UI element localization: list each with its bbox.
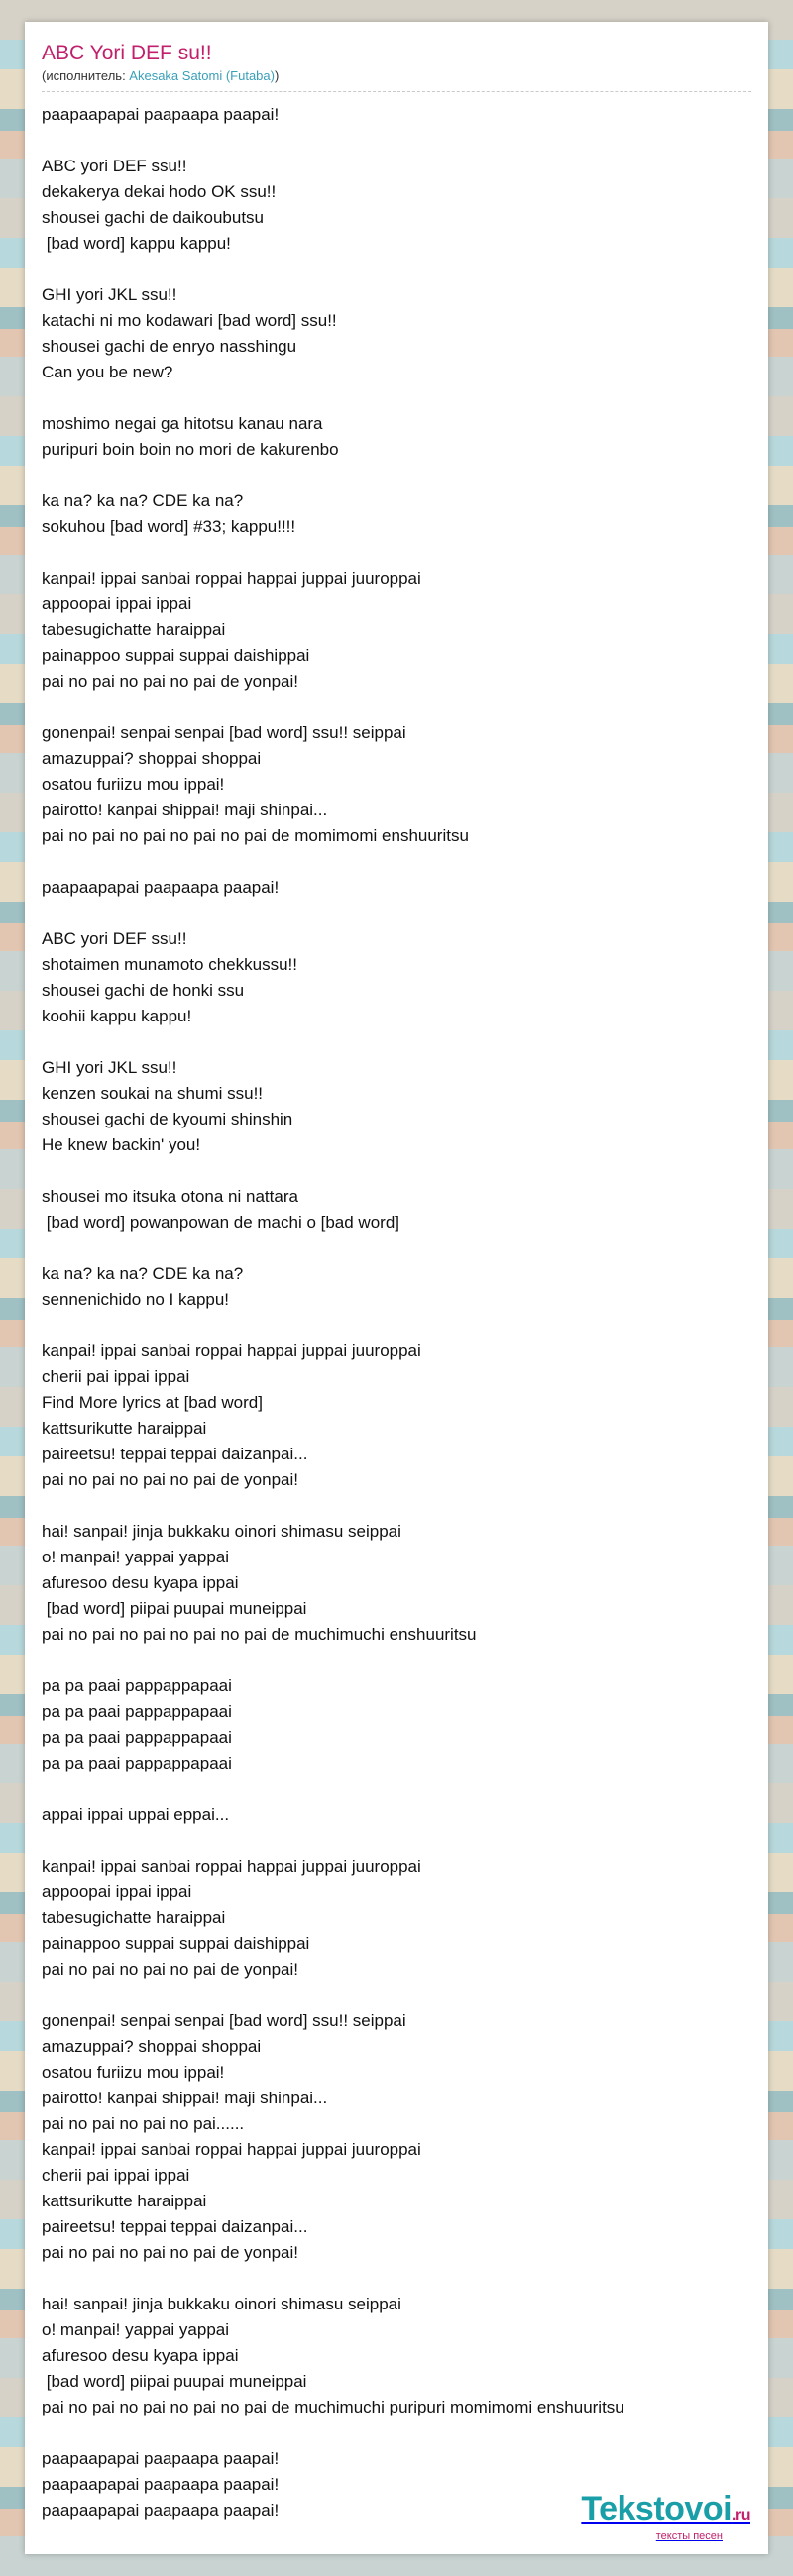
lyric-line: ABC yori DEF ssu!! bbox=[42, 157, 187, 175]
lyric-line: o! manpai! yappai yappai bbox=[42, 1548, 230, 1566]
lyric-line: kanpai! ippai sanbai roppai happai juppai juuroppai bbox=[42, 2140, 421, 2159]
lyric-line: koohii kappu kappu! bbox=[42, 1007, 192, 1025]
lyric-line: gonenpai! senpai senpai [bad word] ssu!! seippai bbox=[42, 723, 406, 742]
lyrics-card bbox=[25, 22, 768, 2554]
lyrics-stanza bbox=[42, 1802, 751, 1828]
lyric-line: shotaimen munamoto chekkussu!! bbox=[42, 955, 297, 974]
lyrics-stanza bbox=[42, 1055, 751, 1158]
lyric-line: o! manpai! yappai yappai bbox=[42, 2320, 230, 2339]
lyric-line: paapaapapai paapaapa paapai! bbox=[42, 2449, 280, 2468]
lyrics-stanza bbox=[42, 102, 751, 128]
lyric-line: appoopai ippai ippai bbox=[42, 1882, 192, 1901]
lyric-line: kanpai! ippai sanbai roppai happai juppai juuroppai bbox=[42, 1342, 421, 1360]
artist-suffix: ) bbox=[274, 68, 280, 83]
lyric-line: kattsurikutte haraippai bbox=[42, 2192, 207, 2210]
lyric-line: GHI yori JKL ssu!! bbox=[42, 285, 177, 304]
lyric-line: puripuri boin boin no mori de kakurenbo bbox=[42, 440, 339, 459]
lyrics-stanza bbox=[42, 488, 751, 540]
lyric-line: katachi ni mo kodawari [bad word] ssu!! bbox=[42, 311, 337, 330]
logo-main-text: Tekstovoi bbox=[581, 2490, 733, 2527]
lyric-line: appoopai ippai ippai bbox=[42, 594, 192, 613]
song-title: ABC Yori DEF su!! bbox=[42, 42, 212, 64]
lyric-line: tabesugichatte haraippai bbox=[42, 1908, 226, 1927]
lyric-line: GHI yori JKL ssu!! bbox=[42, 1058, 177, 1077]
lyric-line: pai no pai no pai no pai de yonpai! bbox=[42, 2243, 298, 2262]
lyric-line: kattsurikutte haraippai bbox=[42, 1419, 207, 1438]
lyric-line: pa pa paai pappappapaai bbox=[42, 1754, 232, 1772]
lyric-line: osatou furiizu mou ippai! bbox=[42, 775, 225, 794]
lyric-line: appai ippai uppai eppai... bbox=[42, 1805, 230, 1824]
lyrics-stanza bbox=[42, 1261, 751, 1313]
artist-line bbox=[42, 67, 751, 92]
lyric-line: pai no pai no pai no pai...... bbox=[42, 2114, 245, 2133]
lyric-line: pai no pai no pai no pai de yonpai! bbox=[42, 1960, 298, 1979]
lyric-line: afuresoo desu kyapa ippai bbox=[42, 2346, 239, 2365]
lyric-line: [bad word] piipai puupai muneippai bbox=[42, 1599, 307, 1618]
lyric-line: pai no pai no pai no pai de yonpai! bbox=[42, 1470, 298, 1489]
lyric-line: ka na? ka na? CDE ka na? bbox=[42, 491, 244, 510]
lyric-line: [bad word] kappu kappu! bbox=[42, 234, 231, 253]
artist-link[interactable]: Akesaka Satomi (Futaba) bbox=[129, 68, 275, 83]
lyric-line: pai no pai no pai no pai no pai de momimomi enshuuritsu bbox=[42, 826, 469, 845]
lyric-line: pairotto! kanpai shippai! maji shinpai... bbox=[42, 2089, 328, 2107]
lyrics-stanza bbox=[42, 1519, 751, 1648]
lyric-line: He knew backin' you! bbox=[42, 1135, 201, 1154]
lyrics-stanza bbox=[42, 566, 751, 695]
lyric-line: pairotto! kanpai shippai! maji shinpai... bbox=[42, 801, 328, 819]
lyric-line: tabesugichatte haraippai bbox=[42, 620, 226, 639]
lyric-line: Find More lyrics at [bad word] bbox=[42, 1393, 263, 1412]
lyric-line: moshimo negai ga hitotsu kanau nara bbox=[42, 414, 323, 433]
artist-prefix: (исполнитель: bbox=[42, 68, 130, 83]
lyric-line: [bad word] piipai puupai muneippai bbox=[42, 2372, 307, 2391]
lyrics-stanza bbox=[42, 282, 751, 385]
lyric-line: ka na? ka na? CDE ka na? bbox=[42, 1264, 244, 1283]
lyric-line: gonenpai! senpai senpai [bad word] ssu!! seippai bbox=[42, 2011, 406, 2030]
lyric-line: cherii pai ippai ippai bbox=[42, 1367, 190, 1386]
lyrics-stanza bbox=[42, 926, 751, 1029]
lyric-line: sennenichido no I kappu! bbox=[42, 1290, 230, 1309]
lyric-line: pai no pai no pai no pai no pai de muchimuchi enshuuritsu bbox=[42, 1625, 477, 1644]
lyrics-stanza bbox=[42, 1184, 751, 1235]
lyric-line: kanpai! ippai sanbai roppai happai juppai juuroppai bbox=[42, 569, 421, 588]
lyrics-body bbox=[42, 102, 751, 2523]
lyric-line: shousei gachi de honki ssu bbox=[42, 981, 245, 1000]
lyric-line: paapaapapai paapaapa paapai! bbox=[42, 105, 280, 124]
lyric-line: [bad word] powanpowan de machi o [bad word] bbox=[42, 1213, 400, 1232]
lyric-line: kenzen soukai na shumi ssu!! bbox=[42, 1084, 264, 1103]
lyric-line: painappoo suppai suppai daishippai bbox=[42, 646, 310, 665]
lyrics-stanza bbox=[42, 1673, 751, 1776]
lyrics-stanza bbox=[42, 720, 751, 849]
logo-wordmark bbox=[581, 2492, 750, 2532]
lyric-line: ABC yori DEF ssu!! bbox=[42, 929, 187, 948]
lyric-line: shousei gachi de enryo nasshingu bbox=[42, 337, 297, 356]
lyric-line: cherii pai ippai ippai bbox=[42, 2166, 190, 2185]
lyrics-stanza bbox=[42, 1854, 751, 1983]
lyric-line: dekakerya dekai hodo OK ssu!! bbox=[42, 182, 277, 201]
lyrics-stanza bbox=[42, 154, 751, 257]
lyric-line: painappoo suppai suppai daishippai bbox=[42, 1934, 310, 1953]
lyric-line: pai no pai no pai no pai no pai de muchimuchi puripuri momimomi enshuuritsu bbox=[42, 2398, 624, 2416]
lyrics-stanza bbox=[42, 2292, 751, 2420]
lyric-line: paireetsu! teppai teppai daizanpai... bbox=[42, 1445, 308, 1463]
lyric-line: pa pa paai pappappapaai bbox=[42, 1676, 232, 1695]
lyric-line: shousei gachi de daikoubutsu bbox=[42, 208, 264, 227]
lyric-line: paireetsu! teppai teppai daizanpai... bbox=[42, 2217, 308, 2236]
lyric-line: osatou furiizu mou ippai! bbox=[42, 2063, 225, 2082]
lyrics-stanza bbox=[42, 875, 751, 901]
lyric-line: pa pa paai pappappapaai bbox=[42, 1702, 232, 1721]
lyric-line: paapaapapai paapaapa paapai! bbox=[42, 2501, 280, 2520]
lyric-line: pai no pai no pai no pai de yonpai! bbox=[42, 672, 298, 691]
lyric-line: hai! sanpai! jinja bukkaku oinori shimasu seippai bbox=[42, 1522, 401, 1541]
lyric-line: amazuppai? shoppai shoppai bbox=[42, 749, 262, 768]
lyrics-stanza bbox=[42, 2008, 751, 2266]
lyrics-stanza bbox=[42, 411, 751, 463]
lyric-line: afuresoo desu kyapa ippai bbox=[42, 1573, 239, 1592]
lyric-line: shousei mo itsuka otona ni nattara bbox=[42, 1187, 298, 1206]
lyric-line: paapaapapai paapaapa paapai! bbox=[42, 2475, 280, 2494]
lyric-line: sokuhou [bad word] #33; kappu!!!! bbox=[42, 517, 296, 536]
lyric-line: hai! sanpai! jinja bukkaku oinori shimasu seippai bbox=[42, 2295, 401, 2313]
logo-tagline: тексты песен bbox=[655, 2530, 723, 2542]
lyric-line: Can you be new? bbox=[42, 363, 173, 381]
site-logo[interactable] bbox=[581, 2492, 750, 2542]
lyric-line: pa pa paai pappappapaai bbox=[42, 1728, 232, 1747]
lyric-line: kanpai! ippai sanbai roppai happai juppai juuroppai bbox=[42, 1857, 421, 1876]
logo-tld: .ru bbox=[732, 2507, 750, 2523]
lyric-line: paapaapapai paapaapa paapai! bbox=[42, 878, 280, 897]
lyric-line: shousei gachi de kyoumi shinshin bbox=[42, 1110, 293, 1128]
lyrics-stanza bbox=[42, 1339, 751, 1493]
lyric-line: amazuppai? shoppai shoppai bbox=[42, 2037, 262, 2056]
